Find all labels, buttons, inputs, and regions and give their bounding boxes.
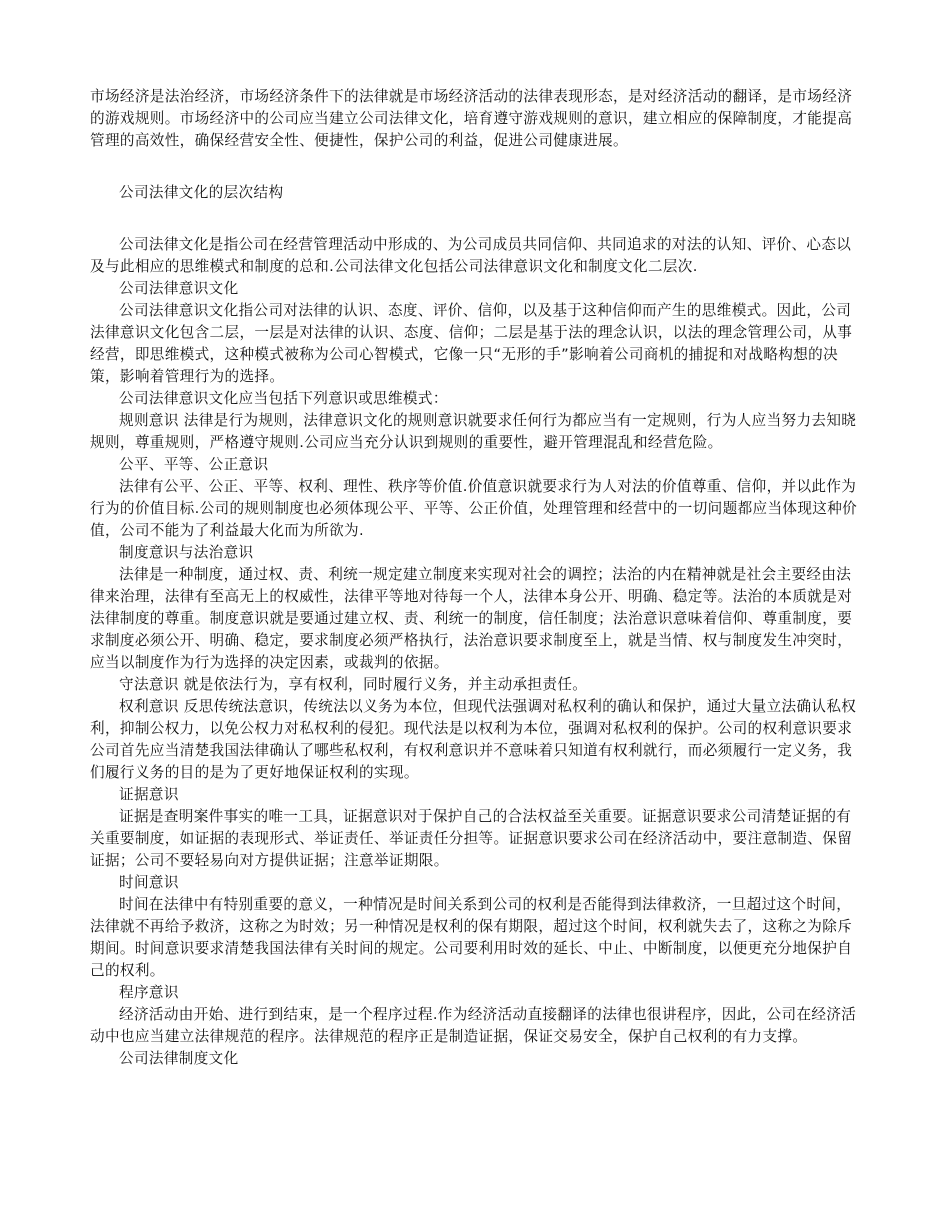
paragraph: 规则意识 法律是行为规则，法律意识文化的规则意识就要求任何行为都应当有一定规则，行为人应当努力去知晓规则，尊重规则，严格遵守规则.公司应当充分认识到规则的重要性，避开管理混乱和经营危险。 xyxy=(90,412,857,451)
paragraph: 守法意识 就是依法行为，享有权利，同时履行义务，并主动承担责任。 xyxy=(119,676,588,693)
paragraph: 权利意识 反思传统法意识，传统法以义务为本位，但现代法强调对私权利的确认和保护，通过大量立法确认私权利，抑制公权力，以免公权力对私权利的侵犯。现代法是以权利为本位，强调对私权利的保护。公司的权利意识要求公司首先应当清楚我国法律确认了哪些私权利，有权利意识并不意味着只知道有权利就行，而必须履行一定义务，我们履行义务的目的是为了更好地保证权利的实现。 xyxy=(90,698,857,781)
intro-paragraph: 市场经济是法治经济，市场经济条件下的法律就是市场经济活动的法律表现形态，是对经济活动的翻译，是市场经济的游戏规则。市场经济中的公司应当建立公司法律文化，培育遵守游戏规则的意识，建立相应的保障制度，才能提高管理的高效性，确保经营安全性、便捷性，保护公司的利益，促进公司健康进展。 xyxy=(90,88,853,149)
subheading: 时间意识 xyxy=(119,874,179,891)
paragraph: 时间在法律中有特别重要的意义，一种情况是时间关系到公司的权利是否能得到法律救济，一旦超过这个时间，法律就不再给予救济，这称之为时效；另一种情况是权利的保有期限，超过这个时间，权利就失去了，这称之为除斥期间。时间意识要求清楚我国法律有关时间的规定。公司要利用时效的延长、中止、中断制度，以便更充分地保护自己的权利。 xyxy=(90,896,853,979)
paragraph: 法律有公平、公正、平等、权利、理性、秩序等价值.价值意识就要求行为人对法的价值尊重、信仰，并以此作为行为的价值目标.公司的规则制度也必须体现公平、平等、公正价值，处理管理和经营中的一切问题都应当体现这种价值，公司不能为了利益最大化而为所欲为. xyxy=(90,478,858,539)
subheading: 公司法律意识文化 xyxy=(119,280,239,297)
paragraph: 公司法律意识文化指公司对法律的认识、态度、评价、信仰，以及基于这种信仰而产生的思维模式。因此，公司法律意识文化包含二层，一层是对法律的认识、态度、信仰；二层是基于法的理念认识，以法的理念管理公司，从事经营，即思维模式，这种模式被称为公司心智模式，它像一只“无形的手”影响着公司商机的捕捉和对战略构想的决策，影响着管理行为的选择。 xyxy=(90,302,853,385)
section-title: 公司法律文化的层次结构 xyxy=(119,184,284,201)
subheading: 公司法律制度文化 xyxy=(119,1050,239,1067)
paragraph: 证据是查明案件事实的唯一工具，证据意识对于保护自己的合法权益至关重要。证据意识要求公司清楚证据的有关重要制度，如证据的表现形式、举证责任、举证责任分担等。证据意识要求公司在经济活动中，要注意制造、保留证据；公司不要轻易向对方提供证据；注意举证期限。 xyxy=(90,808,853,869)
paragraph: 公司法律文化是指公司在经营管理活动中形成的、为公司成员共同信仰、共同追求的对法的认知、评价、心态以及与此相应的思维模式和制度的总和.公司法律文化包括公司法律意识文化和制度文化二层次. xyxy=(90,236,852,275)
subheading: 程序意识 xyxy=(119,984,179,1001)
paragraph: 公司法律意识文化应当包括下列意识或思维模式： xyxy=(119,390,448,407)
subheading: 制度意识与法治意识 xyxy=(119,544,254,561)
subheading: 证据意识 xyxy=(119,786,179,803)
paragraph: 经济活动由开始、进行到结束，是一个程序过程.作为经济活动直接翻译的法律也很讲程序，因此，公司在经济活动中也应当建立法律规范的程序。法律规范的程序正是制造证据，保证交易安全，保护自己权利的有力支撑。 xyxy=(90,1006,857,1045)
document-body xyxy=(90,86,862,1070)
paragraph: 法律是一种制度，通过权、责、利统一规定建立制度来实现对社会的调控；法治的内在精神就是社会主要经由法律来治理，法律有至高无上的权威性，法律平等地对待每一个人，法律本身公开、明确、稳定等。法治的本质就是对法律制度的尊重。制度意识就是要通过建立权、责、利统一的制度，信任制度；法治意识意味着信仰、尊重制度，要求制度必须公开、明确、稳定，要求制度必须严格执行，法治意识要求制度至上，就是当情、权与制度发生冲突时，应当以制度作为行为选择的决定因素，或裁判的依据。 xyxy=(90,566,853,671)
subheading: 公平、平等、公正意识 xyxy=(119,456,269,473)
